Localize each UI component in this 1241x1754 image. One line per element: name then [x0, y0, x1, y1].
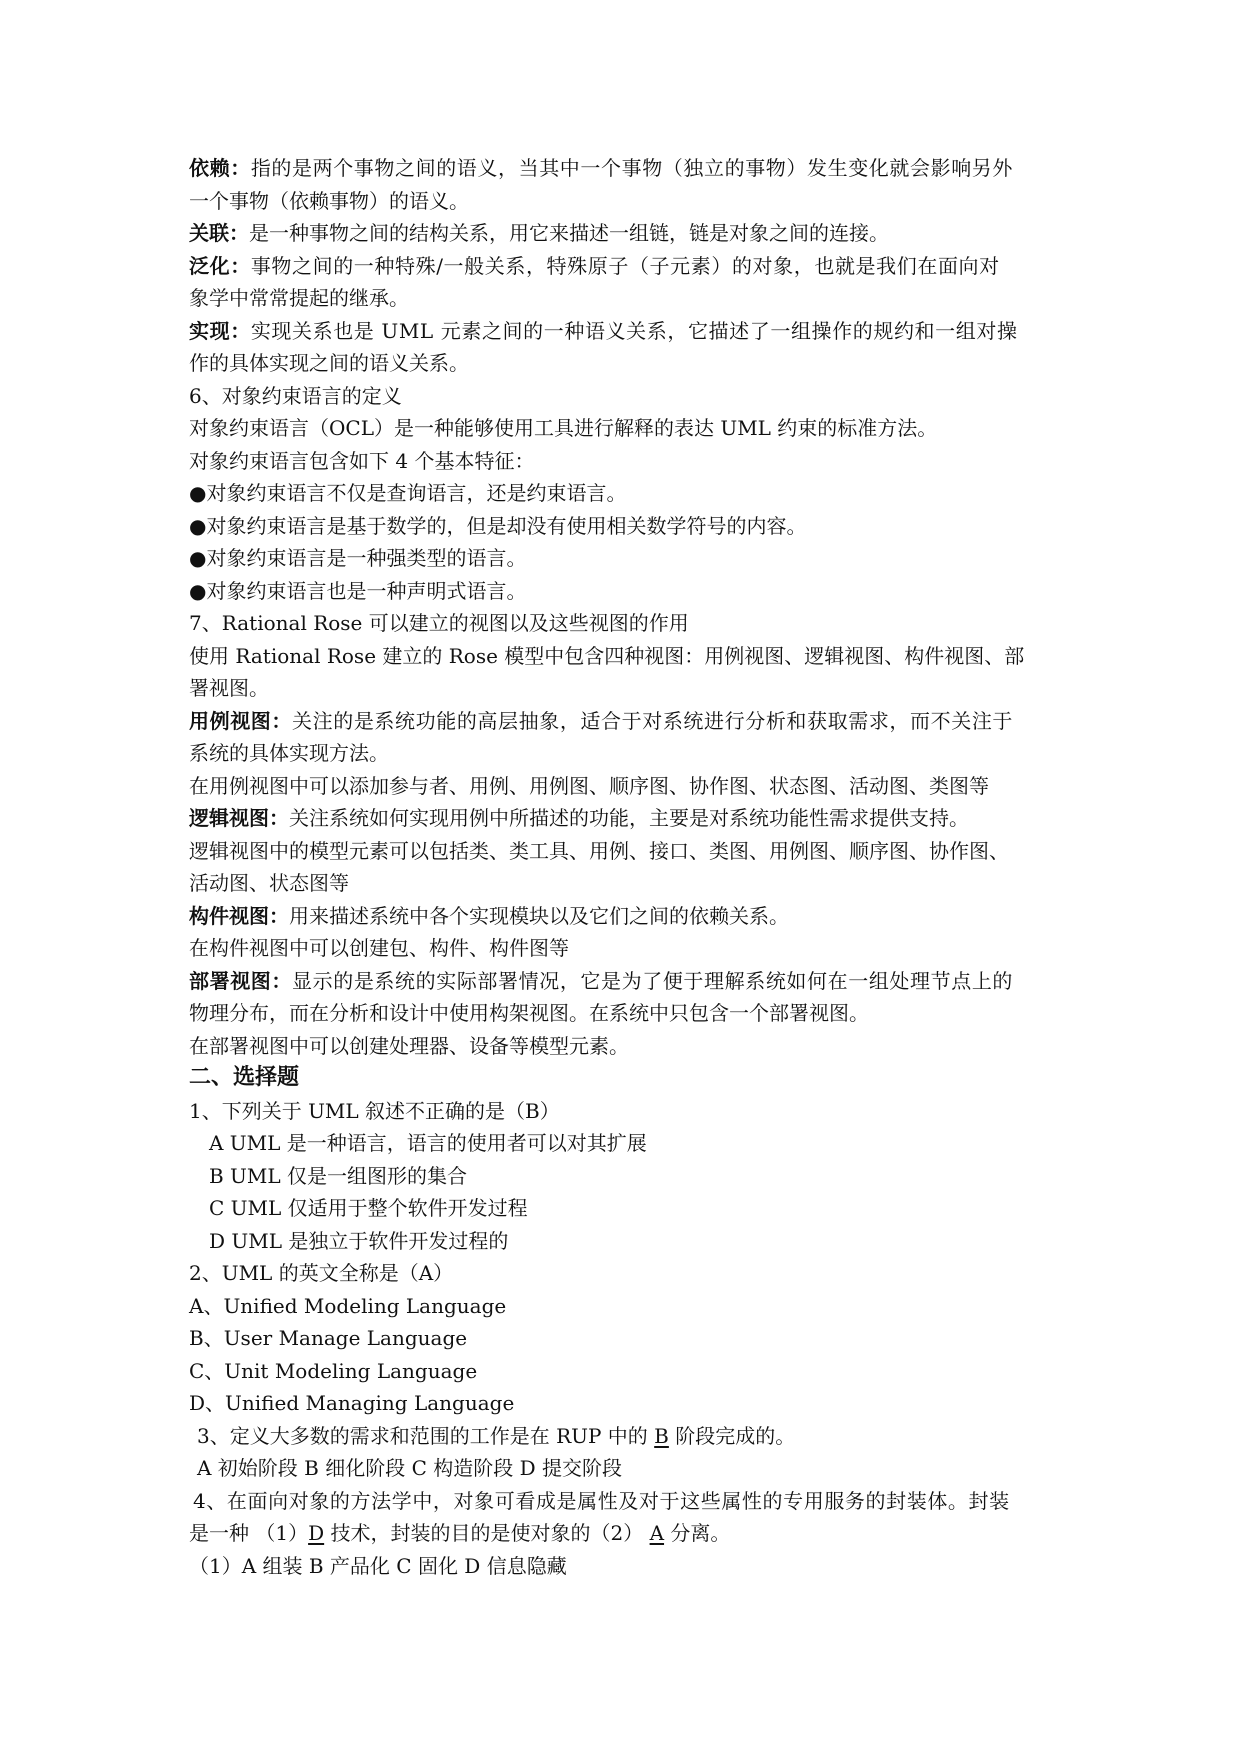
- rose-heading: 7、Rational Rose 可以建立的视图以及这些视图的作用: [189, 611, 689, 635]
- component-view-separator: ：: [269, 903, 289, 928]
- section-title: 二、选择题: [189, 1065, 300, 1090]
- realization-paragraph-line-2: 作的具体实现之间的语义关系。: [189, 351, 469, 375]
- deployment-view-separator: ：: [271, 968, 293, 993]
- logical-view-extra-2: 活动图、状态图等: [189, 871, 349, 895]
- association-term: 关联: [189, 221, 229, 245]
- question-1-option: B UML 仅是一组图形的集合: [209, 1163, 468, 1188]
- question-4-answer-2: A: [649, 1521, 665, 1545]
- component-view-term: 构件视图: [189, 903, 269, 928]
- ocl-feature-item: ●对象约束语言不仅是查询语言，还是约束语言。: [189, 481, 627, 505]
- realization-paragraph-line-1: [189, 315, 1069, 348]
- question-2-option: C、Unit Modeling Language: [189, 1358, 478, 1383]
- rose-intro-line-2: 署视图。: [189, 676, 269, 700]
- ocl-features-intro: 对象约束语言包含如下 4 个基本特征：: [189, 448, 535, 473]
- generalization-paragraph-line-2: 象学中常常提起的继承。: [189, 286, 409, 310]
- dependency-paragraph-line-2: 一个事物（依赖事物）的语义。: [189, 188, 469, 213]
- deployment-view-term: 部署视图: [189, 968, 272, 993]
- ocl-feature-item: ●对象约束语言是一种强类型的语言。: [189, 546, 527, 570]
- association-paragraph: [189, 217, 1069, 250]
- question-4-stem-part-a: 是一种 （1）: [189, 1521, 309, 1545]
- logical-view-text-1: 关注系统如何实现用例中所描述的功能，主要是对系统功能性需求提供支持。: [289, 806, 969, 830]
- question-4-options-1: （1）A 组装 B 产品化 C 固化 D 信息隐藏: [189, 1553, 567, 1578]
- rose-intro-line-1: 使用 Rational Rose 建立的 Rose 模型中包含四种视图：用例视图、逻辑视图、构件视图、部: [189, 643, 1025, 668]
- usecase-view-term: 用例视图: [189, 708, 272, 733]
- document-page: [189, 152, 1069, 1582]
- ocl-definition: 对象约束语言（OCL）是一种能够使用工具进行解释的表达 UML 约束的标准方法。: [189, 416, 938, 440]
- usecase-view-line-1: [189, 705, 1069, 738]
- logical-view-separator: ：: [269, 806, 289, 830]
- generalization-text-1: 事物之间的一种特殊/一般关系，特殊原子（子元素）的对象，也就是我们在面向对: [250, 253, 1000, 278]
- question-3-stem-after: 阶段完成的。: [675, 1423, 796, 1448]
- component-view-text-1: 用来描述系统中各个实现模块以及它们之间的依赖关系。: [289, 903, 789, 928]
- generalization-paragraph-line-1: [189, 250, 1069, 283]
- dependency-separator: ：: [230, 156, 251, 180]
- deployment-view-line-1: [189, 965, 1069, 998]
- question-1-option: D UML 是独立于软件开发过程的: [209, 1228, 509, 1253]
- question-4-stem-line-2: [189, 1517, 1069, 1550]
- ocl-feature-item: ●对象约束语言也是一种声明式语言。: [189, 578, 527, 603]
- logical-view-term: 逻辑视图: [189, 806, 269, 830]
- ocl-feature-item: ●对象约束语言是基于数学的，但是却没有使用相关数学符号的内容。: [189, 513, 807, 538]
- question-4-answer-1: D: [308, 1521, 325, 1545]
- question-3-answer: B: [654, 1423, 669, 1448]
- usecase-view-extra: 在用例视图中可以添加参与者、用例、用例图、顺序图、协作图、状态图、活动图、类图等: [189, 773, 989, 798]
- question-3-stem: [189, 1420, 1069, 1453]
- usecase-view-separator: ：: [271, 708, 293, 733]
- question-2-option: B、User Manage Language: [189, 1326, 468, 1350]
- realization-text-1: 实现关系也是 UML 元素之间的一种语义关系，它描述了一组操作的规约和一组对操: [250, 318, 1018, 343]
- dependency-term: 依赖: [189, 156, 231, 180]
- deployment-view-text-1: 显示的是系统的实际部署情况，它是为了便于理解系统如何在一组处理节点上的: [292, 968, 1014, 993]
- usecase-view-line-2: 系统的具体实现方法。: [189, 741, 389, 765]
- component-view-line-1: [189, 900, 1069, 933]
- question-1-option: A UML 是一种语言，语言的使用者可以对其扩展: [209, 1131, 647, 1155]
- question-3-options: A 初始阶段 B 细化阶段 C 构造阶段 D 提交阶段: [197, 1456, 622, 1480]
- question-2-stem: 2、UML 的英文全称是（A）: [189, 1261, 454, 1285]
- generalization-term: 泛化: [189, 253, 231, 278]
- logical-view-line-1: [189, 802, 1069, 835]
- question-3-stem-before: 3、定义大多数的需求和范围的工作是在 RUP 中的: [197, 1423, 648, 1448]
- realization-separator: ：: [230, 318, 251, 343]
- ocl-heading: 6、对象约束语言的定义: [189, 383, 402, 408]
- dependency-paragraph-line-1: [189, 152, 1069, 185]
- question-1-option: C UML 仅适用于整个软件开发过程: [209, 1196, 528, 1220]
- dependency-text-1: 指的是两个事物之间的语义，当其中一个事物（独立的事物）发生变化就会影响另外: [250, 156, 1014, 180]
- logical-view-extra-1: 逻辑视图中的模型元素可以包括类、类工具、用例、接口、类图、用例图、顺序图、协作图、: [189, 838, 1009, 863]
- question-4-stem-part-c: 分离。: [670, 1521, 731, 1545]
- question-4-stem-line-1: 4、在面向对象的方法学中，对象可看成是属性及对于这些属性的专用服务的封装体。封装: [193, 1488, 1010, 1513]
- component-view-extra: 在构件视图中可以创建包、构件、构件图等: [189, 936, 569, 960]
- association-separator: ：: [229, 221, 249, 245]
- association-text: 是一种事物之间的结构关系，用它来描述一组链，链是对象之间的连接。: [249, 221, 889, 245]
- question-2-option: A、Unified Modeling Language: [189, 1293, 507, 1318]
- usecase-view-text-1: 关注的是系统功能的高层抽象，适合于对系统进行分析和获取需求，而不关注于: [292, 708, 1014, 733]
- question-4-stem-part-b: 技术，封装的目的是使对象的（2）: [330, 1521, 644, 1545]
- realization-term: 实现: [189, 318, 231, 343]
- deployment-view-extra: 在部署视图中可以创建处理器、设备等模型元素。: [189, 1033, 629, 1058]
- question-2-option: D、Unified Managing Language: [189, 1391, 515, 1415]
- generalization-separator: ：: [230, 253, 251, 278]
- question-1-stem: 1、下列关于 UML 叙述不正确的是（B）: [189, 1098, 560, 1123]
- deployment-view-line-2: 物理分布，而在分析和设计中使用构架视图。在系统中只包含一个部署视图。: [189, 1001, 869, 1025]
